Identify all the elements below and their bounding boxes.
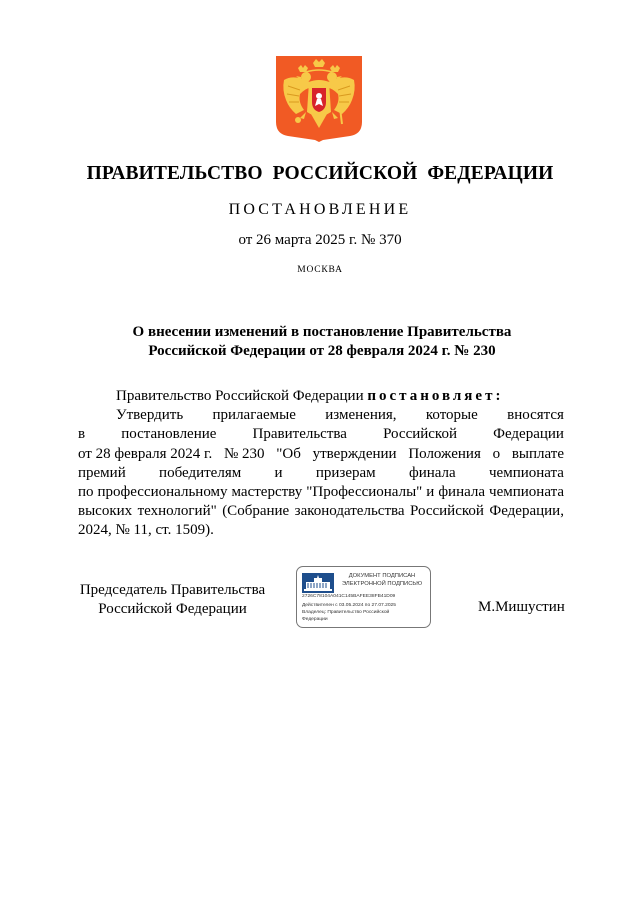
body-word: "Профессионалы" [306, 484, 423, 501]
body-word: и [274, 464, 283, 481]
decree-word: постановляет: [367, 388, 504, 404]
body-word: призерам [315, 464, 376, 481]
body-word: высоких [78, 503, 133, 520]
body-line [78, 445, 564, 464]
body-word: чемпионата [489, 484, 564, 501]
body-word: прилагаемые [212, 407, 296, 424]
body-word: Правительства [252, 426, 347, 443]
body-word: выплате [511, 445, 564, 462]
body-word: "Об [276, 445, 301, 462]
body-word: постановление [121, 426, 217, 443]
body-line: 2024, № 11, ст. 1509). [78, 522, 214, 539]
body-word: профессиональному [97, 484, 228, 501]
body-word: финала [408, 464, 456, 481]
body-word: о [492, 445, 501, 462]
body-line [78, 502, 564, 521]
body-word: законодательства [294, 503, 405, 520]
position-line: Председатель Правительства [79, 582, 266, 598]
document-date-number: от 26 марта 2025 г. № 370 [238, 232, 402, 248]
body-word: вносятся [507, 407, 564, 424]
body-line [78, 425, 564, 444]
body-word: от 28 февраля 2024 г. [78, 445, 213, 462]
body-word: изменения, [325, 407, 397, 424]
stamp-validity: Действителен с 03.05.2024 по 27.07.2025 [302, 603, 396, 608]
body-word: Федерации, [489, 503, 564, 520]
body-word: (Собрание [222, 503, 290, 520]
body-word: Федерации [493, 426, 564, 443]
body-word: финала [438, 484, 486, 501]
decree-content-paragraph [78, 406, 564, 521]
stamp-title-line: ЭЛЕКТРОННОЙ ПОДПИСЬЮ [341, 580, 423, 587]
document-city: МОСКВА [297, 265, 343, 275]
signatory-name: М.Мишустин [478, 599, 565, 615]
document-type: ПОСТАНОВЛЕНИЕ [228, 201, 412, 218]
body-word: № 230 [223, 445, 265, 462]
russian-coat-of-arms-icon [276, 56, 362, 142]
body-line [78, 406, 564, 425]
body-word: технологий" [137, 503, 217, 520]
body-word: утверждении [312, 445, 397, 462]
document-subject [80, 323, 564, 361]
decree-intro: Правительство Российской Федерации [116, 388, 368, 404]
body-word: и [426, 484, 435, 501]
stamp-certificate-number: 2726C78104A041C145BAFEE38FB41D09 [302, 594, 396, 599]
body-word: чемпионата [489, 464, 564, 481]
body-word: мастерству [231, 484, 303, 501]
body-word: Положения [408, 445, 481, 462]
stamp-owner: Владелец: Правительство Российской Федерации [302, 610, 390, 622]
position-line: Российской Федерации [98, 601, 247, 617]
body-line [78, 464, 564, 483]
body-line [78, 483, 564, 502]
body-word: премий [78, 464, 126, 481]
body-word: Российской [409, 503, 484, 520]
body-word: которые [425, 407, 478, 424]
document-body [78, 387, 564, 541]
subject-line: О внесении изменений в постановление Правительства [132, 324, 512, 340]
body-word: победителям [159, 464, 242, 481]
signatory-position [60, 581, 285, 619]
government-building-icon [302, 573, 334, 593]
body-word: Российской [383, 426, 457, 443]
stamp-title [335, 573, 429, 588]
government-title: ПРАВИТЕЛЬСТВО РОССИЙСКОЙ ФЕДЕРАЦИИ [86, 163, 554, 184]
body-word: в [78, 426, 86, 443]
subject-line: Российской Федерации от 28 февраля 2024 г. № 230 [148, 343, 496, 359]
body-word: Утвердить [116, 407, 184, 424]
stamp-title-line: ДОКУМЕНТ ПОДПИСАН [348, 573, 416, 579]
body-word: по [78, 484, 94, 501]
electronic-signature-stamp [296, 566, 431, 628]
decree-paragraph [78, 387, 564, 406]
